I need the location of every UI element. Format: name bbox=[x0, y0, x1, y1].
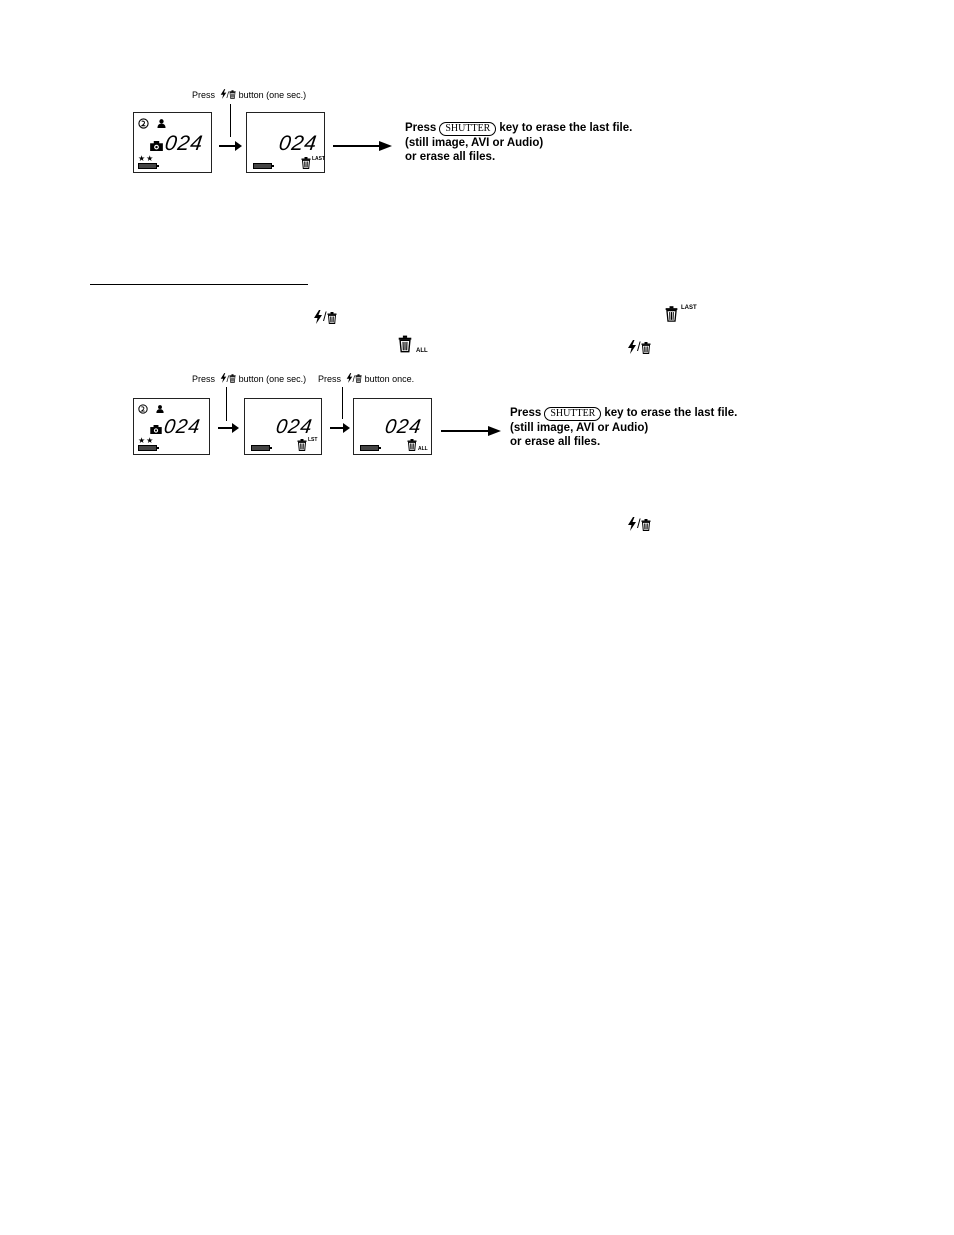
arrow-to-message bbox=[333, 145, 380, 147]
battery-icon bbox=[251, 445, 270, 451]
camera-icon bbox=[150, 425, 162, 434]
section-heading-underline bbox=[90, 284, 308, 285]
arrow-right bbox=[218, 427, 233, 429]
battery-icon bbox=[138, 445, 157, 451]
lcd-counter: 024 bbox=[163, 132, 205, 155]
shutter-key: SHUTTER bbox=[439, 122, 496, 136]
lcd-screen-delete-all bbox=[353, 398, 432, 455]
flash-icon bbox=[627, 517, 637, 531]
caption-press-one-sec: Press / button (one sec.) bbox=[192, 90, 307, 100]
lcd-screen-normal bbox=[133, 398, 210, 455]
trash-icon bbox=[229, 374, 236, 383]
shutter-key: SHUTTER bbox=[544, 407, 601, 421]
lcd-counter: 024 bbox=[274, 416, 314, 438]
flash-icon bbox=[346, 373, 353, 383]
trash-last-label: LST bbox=[308, 437, 318, 443]
caption-pointer-line bbox=[342, 387, 343, 419]
caption-pointer-line bbox=[230, 104, 231, 137]
inline-flash-trash-3: / bbox=[627, 516, 651, 536]
trash-all-label: ALL bbox=[418, 446, 428, 452]
trash-last-icon bbox=[301, 157, 311, 169]
caption-press-one-sec: Press / button (one sec.) bbox=[192, 374, 307, 384]
erase-message: Press SHUTTER key to erase the last file. (still image, AVI or Audio) or erase all files. bbox=[405, 122, 633, 163]
quality-stars: ★★ bbox=[138, 436, 155, 445]
trash-last-icon bbox=[665, 306, 678, 322]
trash-last-label: LAST bbox=[312, 156, 326, 162]
flash-icon bbox=[313, 310, 323, 324]
trash-icon bbox=[355, 374, 362, 383]
erase-message: Press SHUTTER key to erase the last file. (still image, AVI or Audio) or erase all files. bbox=[510, 407, 738, 448]
quality-stars: ★★ bbox=[138, 154, 155, 163]
person-icon bbox=[156, 405, 164, 413]
lcd-counter: 024 bbox=[383, 416, 423, 438]
battery-icon bbox=[360, 445, 379, 451]
trash-icon bbox=[641, 519, 651, 531]
battery-icon bbox=[138, 163, 157, 169]
flash-icon bbox=[220, 373, 227, 383]
trash-all-icon bbox=[398, 335, 412, 353]
trash-icon bbox=[641, 342, 651, 354]
battery-icon bbox=[253, 163, 272, 169]
trash-icon bbox=[229, 90, 236, 99]
person-icon bbox=[157, 119, 166, 128]
lcd-screen-delete-last bbox=[244, 398, 322, 455]
inline-flash-trash-2: / bbox=[627, 339, 651, 359]
lcd-screen-delete-last bbox=[246, 112, 325, 173]
lcd-screen-normal bbox=[133, 112, 212, 173]
trash-all-icon bbox=[407, 439, 417, 451]
inline-flash-trash-1: / bbox=[313, 309, 337, 329]
self-timer-icon bbox=[138, 404, 148, 414]
flash-icon bbox=[220, 89, 227, 99]
flash-icon bbox=[627, 340, 637, 354]
caption-pointer-line bbox=[226, 387, 227, 421]
lcd-counter: 024 bbox=[277, 132, 319, 155]
caption-press-once: Press / button once. bbox=[318, 374, 415, 384]
trash-icon bbox=[327, 312, 337, 324]
lcd-counter: 024 bbox=[162, 416, 202, 438]
inline-trash-last: LAST bbox=[665, 306, 678, 327]
self-timer-icon bbox=[138, 118, 149, 129]
arrow-right bbox=[330, 427, 344, 429]
arrow-to-message bbox=[441, 430, 489, 432]
trash-last-icon bbox=[297, 439, 307, 451]
arrow-right bbox=[219, 145, 236, 147]
camera-icon bbox=[150, 141, 163, 151]
inline-trash-all: ALL bbox=[398, 335, 412, 358]
